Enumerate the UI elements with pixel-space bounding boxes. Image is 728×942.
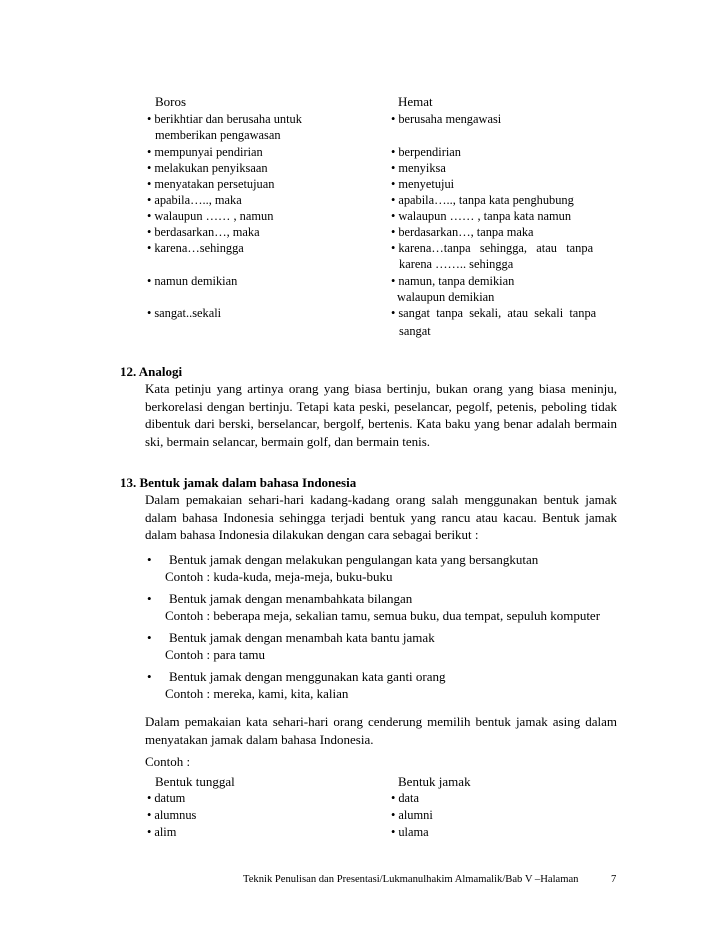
jamak-item: • alumni — [391, 808, 433, 823]
list-item — [147, 669, 446, 685]
bullet-icon: • — [147, 552, 152, 567]
list-item-text: Bentuk jamak dengan melakukan pengulangan kata yang bersangkutan — [169, 552, 539, 567]
boros-item: • sangat..sekali — [147, 306, 221, 321]
list-item-example: Contoh : para tamu — [165, 647, 266, 662]
col-header-boros: Boros — [155, 94, 187, 109]
list-item-example: Contoh : kuda-kuda, meja-meja, buku-buku — [165, 569, 393, 584]
hemat-item: • sangat tanpa sekali, atau sekali tanpa — [391, 306, 596, 321]
boros-item: • menyatakan persetujuan — [147, 177, 274, 192]
list-item-text: Bentuk jamak dengan menambah kata bantu jamak — [169, 630, 435, 645]
section-13-intro: Dalam pemakaian sehari-hari kadang-kadang orang salah menggunakan bentuk jamak dalam bahasa Indonesia sehingga terjadi bentuk yang rancu atau kacau. Bentuk jamak dalam bahasa Indonesia dilakukan dengan cara sebagai berikut : — [145, 492, 617, 543]
page-number: 7 — [611, 874, 617, 885]
hemat-item: • menyiksa — [391, 161, 446, 176]
section-12-heading: 12. Analogi — [120, 364, 183, 379]
bullet-icon: • — [147, 669, 152, 684]
list-item-example: Contoh : beberapa meja, sekalian tamu, semua buku, dua tempat, sepuluh komputer — [165, 608, 601, 623]
boros-item: • namun demikian — [147, 274, 237, 289]
boros-item: • mempunyai pendirian — [147, 145, 263, 160]
hemat-item-continuation: sangat — [399, 324, 431, 338]
tunggal-item: • datum — [147, 791, 185, 806]
boros-item: • apabila….., maka — [147, 193, 242, 208]
list-item-text: Bentuk jamak dengan menambahkata bilangan — [169, 591, 413, 606]
boros-item: • walaupun …… , namun — [147, 209, 273, 224]
list-item — [147, 630, 435, 646]
col-header-hemat: Hemat — [398, 94, 433, 109]
tunggal-item: • alumnus — [147, 808, 196, 823]
col-header-tunggal: Bentuk tunggal — [155, 774, 235, 789]
hemat-item: • berusaha mengawasi — [391, 112, 501, 127]
hemat-item: • namun, tanpa demikian — [391, 274, 514, 289]
page-footer-text: Teknik Penulisan dan Presentasi/Lukmanulhakim Almamalik/Bab V –Halaman — [243, 874, 579, 885]
section-12-paragraph: Kata petinju yang artinya orang yang biasa bertinju, bukan orang yang biasa meninju, berkorelasi dengan bertinju. Tetapi kata peski, peselancar, pegolf, petenis, peboling tidak dibentuk dari berski, berselancar, bergolf, bertenis. Kata baku yang benar adalah bermain ski, bermain selancar, bermain golf, dan bermain tenis. — [145, 381, 617, 449]
bullet-icon: • — [147, 630, 152, 645]
boros-item: • berdasarkan…, maka — [147, 225, 260, 240]
col-header-jamak: Bentuk jamak — [398, 774, 471, 789]
hemat-item-continuation: karena …….. sehingga — [399, 257, 514, 271]
hemat-item: • karena…tanpa sehingga, atau tanpa — [391, 241, 593, 256]
section-13-closing: Dalam pemakaian kata sehari-hari orang cenderung memilih bentuk jamak asing dalam menyatakan jamak dalam bahasa Indonesia. — [145, 714, 617, 747]
boros-item-continuation: memberikan pengawasan — [155, 128, 281, 142]
hemat-item: • menyetujui — [391, 177, 454, 192]
list-item — [147, 552, 538, 568]
hemat-item: • walaupun …… , tanpa kata namun — [391, 209, 571, 224]
hemat-item: • berdasarkan…, tanpa maka — [391, 225, 534, 240]
bullet-icon: • — [147, 591, 152, 606]
boros-item: • melakukan penyiksaan — [147, 161, 268, 176]
list-item-text: Bentuk jamak dengan menggunakan kata ganti orang — [169, 669, 446, 684]
section-13-heading: 13. Bentuk jamak dalam bahasa Indonesia — [120, 475, 357, 490]
tunggal-item: • alim — [147, 825, 176, 840]
boros-item: • karena…sehingga — [147, 241, 244, 256]
list-item-example: Contoh : mereka, kami, kita, kalian — [165, 686, 349, 701]
jamak-item: • ulama — [391, 825, 429, 840]
contoh-label: Contoh : — [145, 754, 191, 769]
hemat-item: • apabila….., tanpa kata penghubung — [391, 193, 574, 208]
jamak-item: • data — [391, 791, 419, 806]
boros-item: • berikhtiar dan berusaha untuk — [147, 112, 302, 127]
hemat-item: • berpendirian — [391, 145, 461, 160]
hemat-item-continuation: walaupun demikian — [397, 290, 495, 304]
list-item — [147, 591, 412, 607]
